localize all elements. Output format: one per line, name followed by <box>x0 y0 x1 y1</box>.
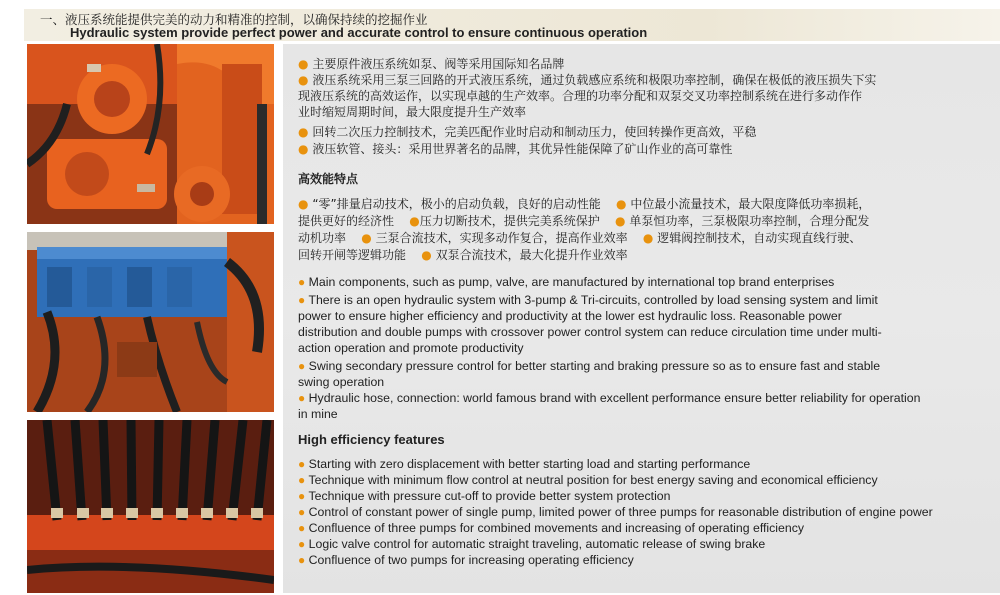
en-feature <box>298 552 634 568</box>
bullet-icon: ● <box>298 553 306 567</box>
cn-feature-text: 双泵合流技术，最大化提升作业效率 <box>435 248 628 262</box>
en-bullet-2 <box>298 292 878 308</box>
en-bullet-3 <box>298 358 880 374</box>
cn-feature-text: 单泵恒功率，三泵极限功率控制，合理分配发 <box>629 214 870 228</box>
cn-feature-text: “零”排量启动技术，极小的启动负载，良好的启动性能 <box>312 197 601 211</box>
bullet-icon: ● <box>298 142 309 156</box>
bullet-icon: ● <box>298 473 306 487</box>
cn-feature-line-1 <box>298 196 870 212</box>
bullet-icon: ● <box>298 359 306 373</box>
en-bullet-text: Main components, such as pump, valve, are manufactured by international top brand enterprises <box>308 275 835 289</box>
en-feature <box>298 504 933 520</box>
bullet-icon: ● <box>615 214 626 228</box>
en-bullet-text: There is an open hydraulic system with 3-pump & Tri-circuits, controlled by load sensing system and limit <box>308 293 878 307</box>
bullet-icon: ● <box>298 391 306 405</box>
bullet-icon: ● <box>298 125 309 139</box>
en-feature-text: Confluence of two pumps for increasing operating efficiency <box>308 553 634 567</box>
cn-bullet-text: 液压软管、接头：采用世界著名的品牌，其优异性能保障了矿山作业的高可靠性 <box>312 142 733 156</box>
bullet-icon: ● <box>298 537 306 551</box>
bullet-icon: ● <box>642 231 654 245</box>
cn-bullet-4 <box>298 141 732 157</box>
title-en: Hydraulic system provide perfect power and accurate control to ensure continuous operation <box>70 25 648 40</box>
en-feature <box>298 456 750 472</box>
cn-bullet-3 <box>298 124 756 140</box>
photo-hydraulic-pumps <box>27 44 274 224</box>
bullet-icon: ● <box>298 197 309 211</box>
bullet-icon: ● <box>409 214 420 228</box>
cn-feature-text: 中位最小流量技术，最大限度降低功率损耗， <box>630 197 871 211</box>
cn-bullet-text: 液压系统采用三泵三回路的开式液压系统，通过负载感应系统和极限功率控制，确保在极低的液压损失下实 <box>312 73 877 87</box>
bullet-icon: ● <box>421 248 432 262</box>
photo-control-valves <box>27 232 274 412</box>
cn-bullet-2 <box>298 72 876 88</box>
cn-feature-line-2 <box>298 213 869 229</box>
cn-feature-text: 提供更好的经济性 <box>298 214 395 228</box>
cn-bullet-1 <box>298 56 564 72</box>
en-bullet-3-cont: swing operation <box>298 375 385 389</box>
bullet-icon: ● <box>298 457 306 471</box>
bullet-icon: ● <box>298 73 309 87</box>
en-bullet-text: Hydraulic hose, connection: world famous brand with excellent performance ensure better reliability for operation <box>308 391 921 405</box>
cn-bullet-2-cont: 现液压系统的高效运作，以实现卓越的生产效率。合理的功率分配和双泵交叉功率控制系统在进行多动作作 <box>298 89 863 103</box>
en-bullet-2-cont: action operation and promote productivity <box>298 341 524 355</box>
cn-feature-line-3 <box>298 230 861 246</box>
en-bullet-4-cont: in mine <box>298 407 338 421</box>
en-features-heading: High efficiency features <box>298 432 445 447</box>
bullet-icon: ● <box>298 57 309 71</box>
en-feature-text: Technique with minimum flow control at neutral position for best energy saving and economical efficiency <box>308 473 878 487</box>
cn-feature-text: 回转开闸等逻辑功能 <box>298 248 407 262</box>
en-bullet-text: Swing secondary pressure control for better starting and braking pressure so as to ensure fast and stable <box>308 359 881 373</box>
cn-feature-text: 三泵合流技术，实现多动作复合，提高作业效率 <box>375 231 628 245</box>
en-feature <box>298 520 804 536</box>
bullet-icon: ● <box>298 293 306 307</box>
en-feature <box>298 472 878 488</box>
bullet-icon: ● <box>361 231 372 245</box>
bullet-icon: ● <box>298 505 306 519</box>
en-feature-text: Starting with zero displacement with better starting load and starting performance <box>308 457 751 471</box>
cn-bullet-text: 回转二次压力控制技术，完美匹配作业时启动和制动压力，使回转操作更高效，平稳 <box>312 125 757 139</box>
cn-feature-text: 逻辑阀控制技术，自动实现直线行驶、 <box>657 231 862 245</box>
en-bullet-2-cont: power to ensure higher efficiency and productivity at the lower est hydraulic loss. Reasonable power <box>298 309 842 323</box>
en-feature <box>298 488 671 504</box>
cn-bullet-text: 主要原件液压系统如泵、阀等采用国际知名品牌 <box>312 57 565 71</box>
bullet-icon: ● <box>298 489 306 503</box>
bullet-icon: ● <box>298 275 306 289</box>
cn-bullet-2-cont: 业时缩短周期时间，最大限度提升生产效率 <box>298 105 527 119</box>
en-bullet-4 <box>298 390 920 406</box>
en-feature-text: Confluence of three pumps for combined movements and increasing of operating efficiency <box>308 521 805 535</box>
cn-feature-line-4 <box>298 247 628 263</box>
title-cn: 一、液压系统能提供完美的动力和精准的控制，以确保持续的挖掘作业 <box>40 12 428 27</box>
en-feature-text: Logic valve control for automatic straight traveling, automatic release of swing brake <box>308 537 766 551</box>
cn-features-heading: 高效能特点 <box>298 172 359 186</box>
photo-hydraulic-hoses <box>27 420 274 593</box>
bullet-icon: ● <box>616 197 627 211</box>
en-feature-text: Technique with pressure cut-off to provide better system protection <box>308 489 671 503</box>
en-bullet-2-cont: distribution and double pumps with crossover power control system can reduce circulation time under multi- <box>298 325 882 339</box>
en-feature <box>298 536 765 552</box>
bullet-icon: ● <box>298 521 306 535</box>
en-feature-text: Control of constant power of single pump, limited power of three pumps for reasonable distribution of engine power <box>308 505 933 519</box>
cn-feature-text: 压力切断技术，提供完美系统保护 <box>419 214 600 228</box>
cn-feature-text: 动机功率 <box>298 231 347 245</box>
en-bullet-1 <box>298 274 834 290</box>
